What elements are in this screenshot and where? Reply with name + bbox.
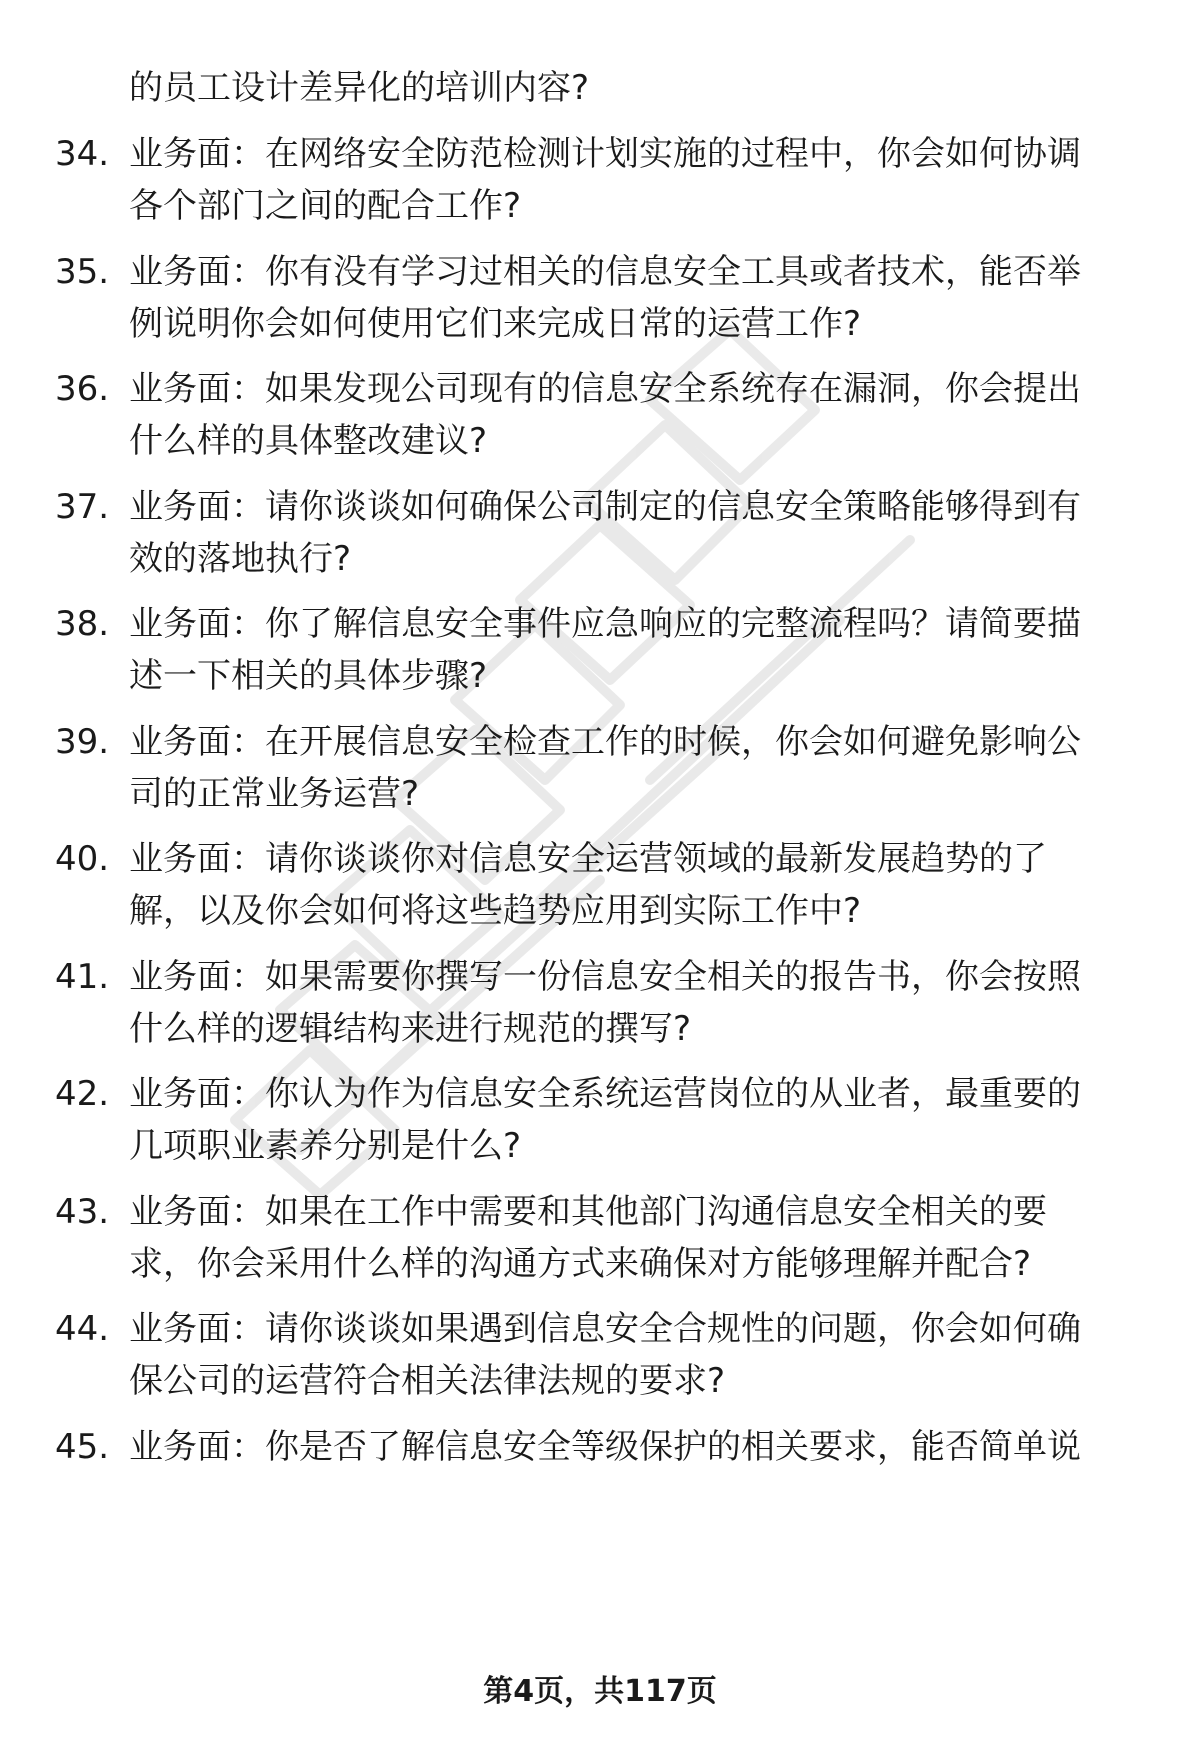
question-line: 保公司的运营符合相关法律法规的要求? (129, 1361, 726, 1401)
question-line: 业务面：你是否了解信息安全等级保护的相关要求，能否简单说 (129, 1427, 1081, 1467)
question-number: 43. (55, 1192, 110, 1232)
question-line: 司的正常业务运营? (129, 774, 420, 814)
question-line: 业务面：你有没有学习过相关的信息安全工具或者技术，能否举 (129, 252, 1081, 292)
question-line: 业务面：你认为作为信息安全系统运营岗位的从业者，最重要的 (129, 1074, 1081, 1114)
question-text (129, 833, 1139, 937)
question-number: 37. (55, 487, 110, 527)
question-text (129, 481, 1139, 585)
question-line: 什么样的逻辑结构来进行规范的撰写? (129, 1009, 692, 1049)
question-number: 39. (55, 722, 110, 762)
question-line: 业务面：在开展信息安全检查工作的时候，你会如何避免影响公 (129, 722, 1081, 762)
question-line: 效的落地执行? (129, 539, 352, 579)
question-text (129, 128, 1139, 232)
question-text (129, 716, 1139, 820)
question-line: 业务面：如果在工作中需要和其他部门沟通信息安全相关的要 (129, 1192, 1047, 1232)
question-line: 解，以及你会如何将这些趋势应用到实际工作中? (129, 891, 862, 931)
question-text (129, 1186, 1139, 1290)
question-number: 34. (55, 134, 110, 174)
question-text (129, 1421, 1139, 1473)
question-line: 业务面：请你谈谈如果遇到信息安全合规性的问题，你会如何确 (129, 1309, 1081, 1349)
question-line: 业务面：如果发现公司现有的信息安全系统存在漏洞，你会提出 (129, 369, 1081, 409)
question-line: 业务面：在网络安全防范检测计划实施的过程中，你会如何协调 (129, 134, 1081, 174)
question-number: 40. (55, 839, 110, 879)
question-line: 例说明你会如何使用它们来完成日常的运营工作? (129, 304, 862, 344)
question-number: 45. (55, 1427, 110, 1467)
question-line: 什么样的具体整改建议? (129, 421, 488, 461)
question-text (129, 951, 1139, 1055)
continuation-text: 的员工设计差异化的培训内容? (129, 68, 590, 108)
question-number: 36. (55, 369, 110, 409)
question-text (129, 363, 1139, 467)
question-number: 44. (55, 1309, 110, 1349)
question-line: 求，你会采用什么样的沟通方式来确保对方能够理解并配合? (129, 1244, 1032, 1284)
question-text (129, 1068, 1139, 1172)
question-text (129, 598, 1139, 702)
question-text (129, 246, 1139, 350)
question-line: 述一下相关的具体步骤? (129, 656, 488, 696)
question-number: 35. (55, 252, 110, 292)
question-line: 业务面：你了解信息安全事件应急响应的完整流程吗？请简要描 (129, 604, 1081, 644)
question-number: 38. (55, 604, 110, 644)
page-footer: 第4页，共117页 (483, 1674, 717, 1709)
question-line: 几项职业素养分别是什么? (129, 1126, 522, 1166)
question-line: 业务面：如果需要你撰写一份信息安全相关的报告书，你会按照 (129, 957, 1081, 997)
question-line: 各个部门之间的配合工作? (129, 186, 522, 226)
question-number: 42. (55, 1074, 110, 1114)
question-line: 业务面：请你谈谈你对信息安全运营领域的最新发展趋势的了 (129, 839, 1047, 879)
question-line: 业务面：请你谈谈如何确保公司制定的信息安全策略能够得到有 (129, 487, 1081, 527)
question-text (129, 1303, 1139, 1407)
question-number: 41. (55, 957, 110, 997)
